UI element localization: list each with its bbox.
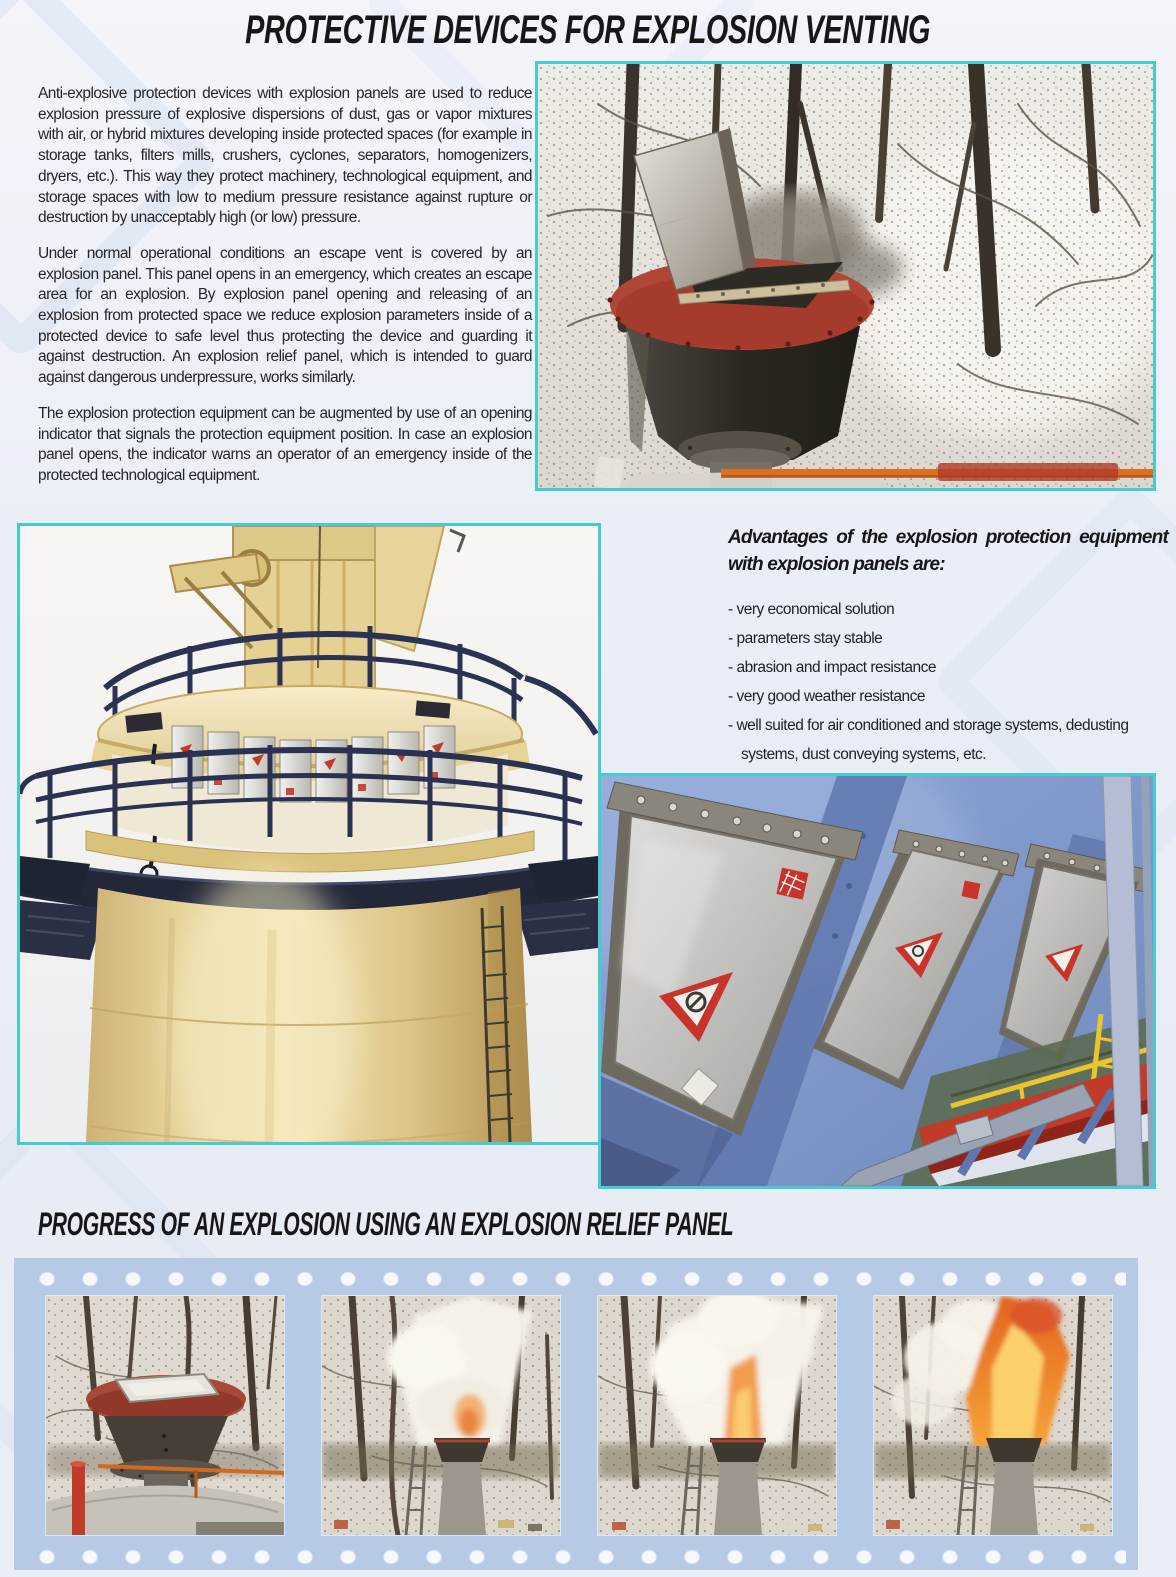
film-frame-4-full-flame <box>874 1296 1112 1535</box>
page-title: PROTECTIVE DEVICES FOR EXPLOSION VENTING <box>245 8 931 52</box>
intro-paragraph-2: Under normal operational conditions an escape vent is covered by an explosion panel. This panel opens in an emergency, which creates an escape area for an explosion. By explosion panel opening and releasing of an explosion from protected space we reduce explosion parameters inside of a protected device to safe level thus protecting the device and guarding it against destruction. An explosion relief panel, which is intended to guard against dangerous underpressure, works similarly. <box>38 244 532 387</box>
advantages-section <box>728 524 1168 798</box>
silo-body <box>86 866 532 1142</box>
advantage-item: - very economical solution <box>728 601 895 618</box>
explosion-panels-illustration <box>601 776 1153 1186</box>
advantage-item: - very good weather resistance <box>728 688 925 705</box>
film-frame-1-vent-closed <box>46 1296 284 1535</box>
red-pipe <box>72 1464 85 1535</box>
advantages-list <box>728 595 1168 798</box>
film-frame-2-eruption-begins <box>322 1296 560 1535</box>
advantage-item: - well suited for air conditioned and storage systems, dedusting systems, dust conveying systems, etc. <box>728 717 1129 763</box>
photo-silo-with-explosion-panels <box>17 523 601 1145</box>
advantages-heading: Advantages of the explosion protection equipment with explosion panels are: <box>728 527 1168 575</box>
vent-device <box>986 1438 1042 1462</box>
intro-paragraph-1: Anti-explosive protection devices with explosion panels are used to reduce explosion pressure of explosive dispersions of dust, gas or vapor mixtures with air, or hybrid mixtures developing inside protected spaces (for example in storage tanks, filters mills, crushers, cyclones, separators, homogenizers, dryers, etc.). This way they protect machinery, technological equipment, and storage spaces with low to medium pressure resistance against rupture or destruction by unacceptably high (or low) pressure. <box>38 85 532 227</box>
explosion-vent-open-illustration <box>538 64 1153 488</box>
photo-explosion-panels-blue-duct <box>598 773 1156 1189</box>
advantage-item: - parameters stay stable <box>728 630 883 647</box>
film-frame-3-explosion-developing <box>598 1296 836 1535</box>
silo-illustration <box>20 526 598 1142</box>
intro-text-block <box>38 84 532 502</box>
filmstrip-sprocket-holes-bottom <box>26 1546 1126 1568</box>
filmstrip <box>14 1258 1138 1570</box>
filmstrip-sprocket-holes-top <box>26 1268 1126 1290</box>
photo-explosion-vent-open <box>535 61 1156 491</box>
intro-paragraph-3: The explosion protection equipment can be augmented by use of an opening indicator that signals the protection equipment position. In case an explosion panel opens, the indicator warns an operator of an emergency inside of the protected technological equipment. <box>38 404 532 484</box>
advantage-item: - abrasion and impact resistance <box>728 659 937 676</box>
progress-heading: PROGRESS OF AN EXPLOSION USING AN EXPLOSION RELIEF PANEL <box>38 1206 734 1242</box>
